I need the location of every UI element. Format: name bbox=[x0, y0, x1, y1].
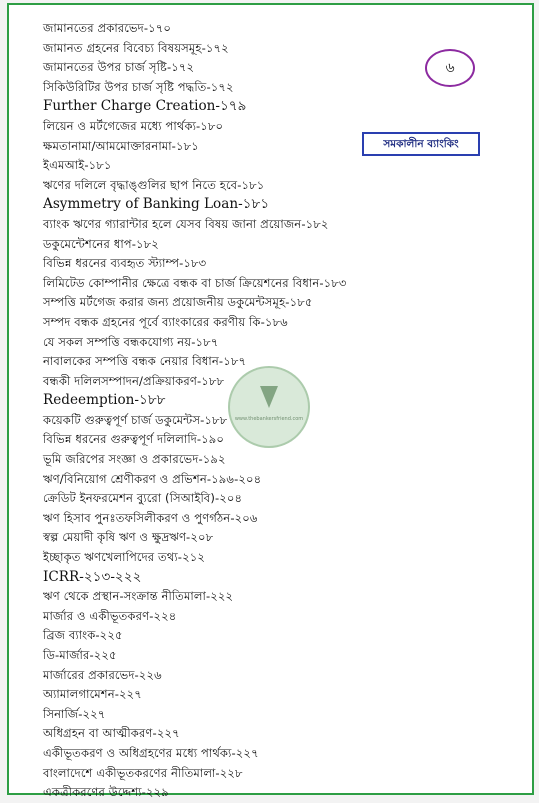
toc-entry: ডি-মার্জার-২২৫ bbox=[43, 648, 117, 662]
toc-entry: ভূমি জরিপের সংজ্ঞা ও প্রকারভেদ-১৯২ bbox=[43, 452, 226, 467]
toc-entry: একীভূতকরণ ও অধিগ্রহণের মধ্যে পার্থক্য-২২৭ bbox=[43, 745, 259, 760]
pen-nib-icon bbox=[260, 386, 278, 408]
toc-entry: ইচ্ছাকৃত ঋণখেলাপিদের তথ্য-২১২ bbox=[43, 550, 205, 565]
watermark-logo bbox=[228, 366, 310, 448]
toc-entry: বিভিন্ন ধরনের ব্যবহৃত স্ট্যাম্প-১৮৩ bbox=[43, 256, 207, 271]
toc-entry: স্বল্প মেয়াদী কৃষি ঋণ ও ক্ষুদ্রঋণ-২০৮ bbox=[43, 530, 214, 545]
toc-entry: লিমিটেড কোম্পানীর ক্ষেত্রে বন্ধক বা চার্জ ক্রিয়েশনের বিধান-১৮৩ bbox=[43, 275, 347, 290]
toc-entry: মার্জার ও একীভূতকরণ-২২৪ bbox=[43, 608, 177, 623]
toc-entry: বিভিন্ন ধরনের গুরুত্বপূর্ণ দলিলাদি-১৯০ bbox=[43, 432, 225, 447]
toc-entry: Redeemption-১৮৮ bbox=[43, 392, 166, 409]
toc-entry: ঋণ/বিনিয়োগ শ্রেণীকরণ ও প্রভিশন-১৯৬-২০৪ bbox=[43, 471, 262, 486]
toc-entry: ইএমআই-১৮১ bbox=[43, 158, 112, 173]
toc-entry: Further Charge Creation-১৭৯ bbox=[43, 98, 247, 115]
toc-entry: একত্রীকরণের উদ্দেশ্য-২২৯ bbox=[43, 785, 169, 800]
toc-entry: মার্জারের প্রকারভেদ-২২৬ bbox=[43, 667, 162, 682]
toc-entry: ডকুমেন্টেশনের ধাপ-১৮২ bbox=[43, 236, 159, 251]
toc-entry: সিকিউরিটির উপর চার্জ সৃষ্টি পদ্ধতি-১৭২ bbox=[43, 79, 234, 94]
toc-entry: জামানত গ্রহনের বিবেচ্য বিষয়সমূহ-১৭২ bbox=[43, 40, 229, 55]
toc-entry: সম্পদ বন্ধক গ্রহনের পূর্বে ব্যাংকারের করণীয় কি-১৮৬ bbox=[43, 314, 288, 329]
toc-entry: ঋণ থেকে প্রস্থান-সংক্রান্ত নীতিমালা-২২২ bbox=[43, 589, 234, 604]
toc-entry: ICRR-২১৩-২২২ bbox=[43, 568, 142, 585]
toc-entry: কয়েকটি গুরুত্বপূর্ণ চার্জ ডকুমেন্টস-১৮৮ bbox=[43, 412, 228, 427]
toc-entry: ক্ষমতানামা/আমমোক্তারনামা-১৮১ bbox=[43, 138, 199, 153]
toc-entry: নাবালকের সম্পত্তি বন্ধক নেয়ার বিধান-১৮৭ bbox=[43, 354, 247, 369]
watermark-text: www.thebankersfriend.com bbox=[234, 416, 304, 422]
toc-entry: ক্রেডিট ইনফরমেশন ব্যুরো (সিআইবি)-২০৪ bbox=[43, 491, 243, 506]
toc-entry: সম্পত্তি মর্টগেজ করার জন্য প্রয়োজনীয় ডকুমেন্টসমূহ-১৮৫ bbox=[43, 295, 313, 310]
toc-entry: বন্ধকী দলিলসম্পাদন/প্রক্রিয়াকরণ-১৮৮ bbox=[43, 373, 225, 388]
toc-entry: ঋণের দলিলে বৃদ্ধাঙ্গুলির ছাপ নিতে হবে-১৮১ bbox=[43, 177, 265, 192]
toc-entry: জামানতের প্রকারভেদ-১৭০ bbox=[43, 21, 172, 35]
toc-entry: ব্যাংক ঋণের গ্যারান্টার হলে যেসব বিষয় জানা প্রয়োজন-১৮২ bbox=[43, 216, 329, 231]
toc-entry: লিয়েন ও মর্টগেজের মধ্যে পার্থক্য-১৮০ bbox=[43, 118, 224, 133]
chapter-number-badge: ৬ bbox=[425, 49, 475, 87]
book-page bbox=[7, 3, 534, 800]
toc-entry: সিনার্জি-২২৭ bbox=[43, 706, 106, 721]
subject-label: সমকালীন ব্যাংকিং bbox=[362, 132, 480, 156]
toc-entry: ঋণ হিসাব পুনঃতফসিলীকরণ ও পুণর্গঠন-২০৬ bbox=[43, 510, 258, 525]
toc-entry: অধিগ্রহন বা আত্মীকরণ-২২৭ bbox=[43, 726, 180, 741]
toc-entry: ব্রিজ ব্যাংক-২২৫ bbox=[43, 628, 123, 643]
toc-entry: বাংলাদেশে একীভূতকরণের নীতিমালা-২২৮ bbox=[43, 765, 243, 780]
toc-entry: অ্যামালগামেশন-২২৭ bbox=[43, 687, 142, 702]
toc-entry: জামানতের উপর চার্জ সৃষ্টি-১৭২ bbox=[43, 60, 195, 75]
toc-entry: Asymmetry of Banking Loan-১৮১ bbox=[43, 196, 270, 213]
toc-entry: যে সকল সম্পত্তি বন্ধকযোগ্য নয়-১৮৭ bbox=[43, 334, 219, 349]
